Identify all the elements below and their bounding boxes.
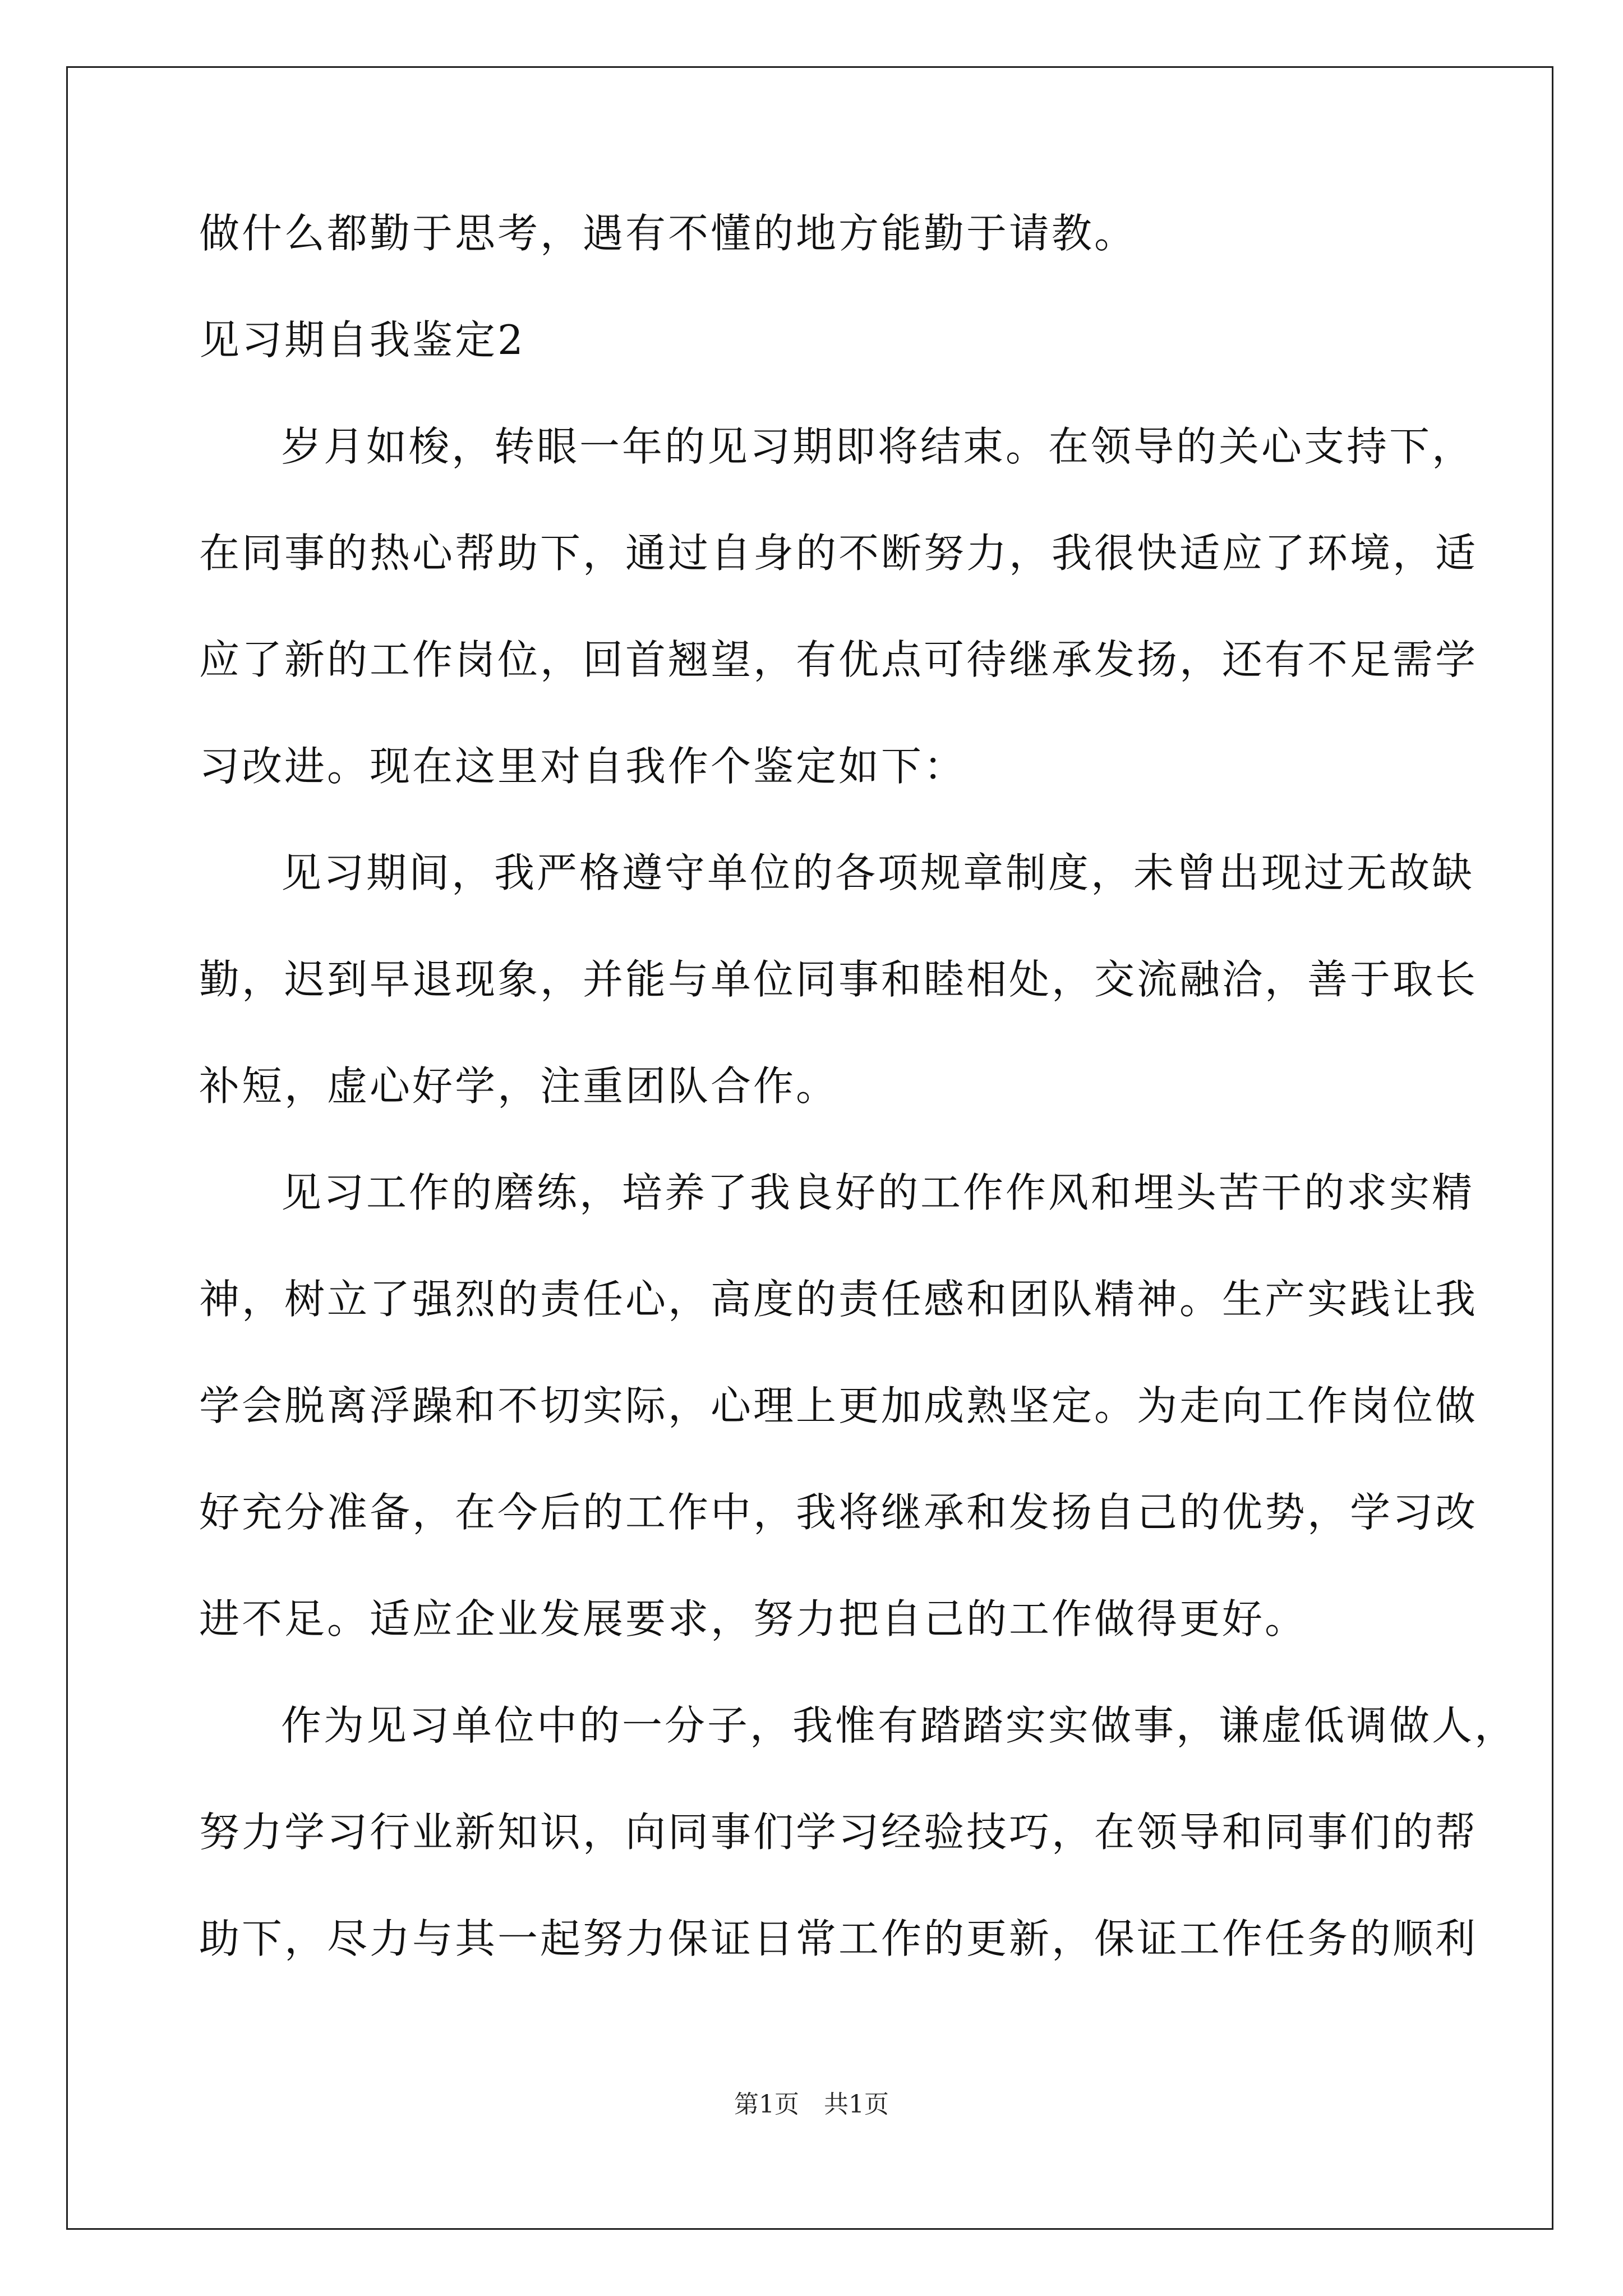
paragraph-line: 好充分准备，在今后的工作中，我将继承和发扬自己的优势，学习改 — [199, 1489, 1478, 1536]
paragraph-line: 见习工作的磨练，培养了我良好的工作作风和埋头苦干的求实精 — [281, 1169, 1475, 1216]
paragraph-line: 在同事的热心帮助下，通过自身的不断努力，我很快适应了环境，适 — [199, 530, 1478, 577]
body-line: 做什么都勤于思考，遇有不懂的地方能勤于请教。 — [199, 210, 1137, 257]
paragraph-line: 努力学习行业新知识，向同事们学习经验技巧，在领导和同事们的帮 — [199, 1809, 1478, 1856]
paragraph-line: 补短，虚心好学，注重团队合作。 — [199, 1062, 839, 1110]
paragraph-line: 助下，尽力与其一起努力保证日常工作的更新，保证工作任务的顺利 — [199, 1915, 1478, 1962]
paragraph-line: 见习期间，我严格遵守单位的各项规章制度，未曾出现过无故缺 — [281, 849, 1475, 896]
paragraph-line: 神，树立了强烈的责任心，高度的责任感和团队精神。生产实践让我 — [199, 1276, 1478, 1323]
paragraph-line: 勤，迟到早退现象，并能与单位同事和睦相处，交流融洽，善于取长 — [199, 956, 1478, 1003]
page-number-footer: 第1页 共1页 — [734, 2090, 889, 2119]
section-heading: 见习期自我鉴定2 — [199, 316, 525, 364]
paragraph-line: 学会脱离浮躁和不切实际，心理上更加成熟坚定。为走向工作岗位做 — [199, 1382, 1478, 1429]
paragraph-line: 岁月如梭，转眼一年的见习期即将结束。在领导的关心支持下， — [281, 423, 1475, 470]
page-border — [66, 66, 1553, 2230]
paragraph-line: 习改进。现在这里对自我作个鉴定如下： — [199, 743, 967, 790]
paragraph-line: 进不足。适应企业发展要求，努力把自己的工作做得更好。 — [199, 1595, 1308, 1642]
paragraph-line: 应了新的工作岗位，回首翘望，有优点可待继承发扬，还有不足需学 — [199, 636, 1478, 683]
paragraph-line: 作为见习单位中的一分子，我惟有踏踏实实做事，谦虚低调做人， — [281, 1702, 1518, 1749]
